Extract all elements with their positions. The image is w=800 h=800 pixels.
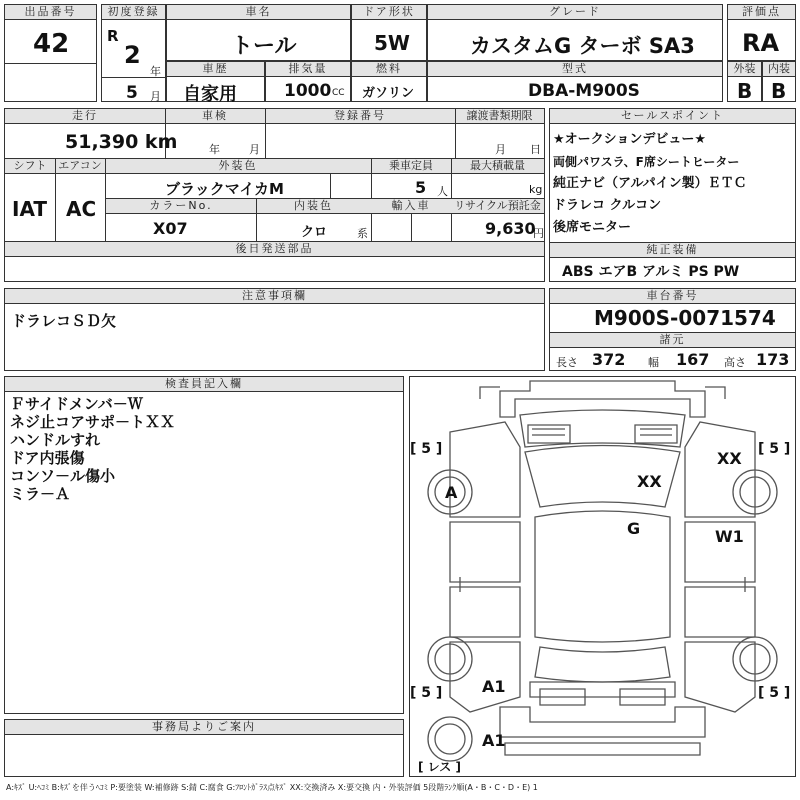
model-box [166,4,351,61]
era-label: R [107,27,119,45]
inspector-note: ネジ止コアサポ－トＸＸ [10,413,176,431]
selling-point-item: 後席モニター [553,220,632,235]
office-box [4,719,404,777]
vehicle-diagram [409,376,796,777]
score-value: RA [742,29,780,57]
first-registration-box [101,4,166,102]
selling-points-box [549,108,796,282]
spare-tire-label: [ レス ] [418,760,461,774]
interior-grade-label: 内装 [763,62,795,76]
plate-label: 登録番号 [265,109,455,123]
damage-mark-front-left-fender: A [445,483,458,502]
tire-rear-left-label: [ 5 ] [410,685,443,701]
selling-point-item: 純正ナビ（アルパイン製）ＥＴＣ [553,176,747,191]
recycle-label: リサイクル預託金 [451,199,544,213]
inspector-note: ハンドルすれ [10,431,101,449]
grade-value: カスタムG ターボ SA3 [470,34,695,58]
interior-color-value: クロ [301,225,328,240]
damage-mark-roof: G [627,519,641,538]
history-box [166,61,265,105]
inspector-label: 検査員記入欄 [5,377,403,391]
inspector-note: ミラ－Ａ [10,485,71,503]
door-box [351,4,427,61]
dimensions-label: 諸元 [550,333,795,347]
history-value: 自家用 [183,84,237,105]
tire-rear-right-label: [ 5 ] [758,685,791,701]
deferred-parts-label: 後日発送部品 [5,242,544,256]
caution-box [4,288,545,371]
selling-points-label: セールスポイント [550,109,795,123]
tire-front-right-label: [ 5 ] [758,441,791,457]
height-label: 高さ [724,356,746,369]
seats-label: 乗車定員 [371,159,451,173]
width-label: 幅 [648,356,659,369]
history-label: 車歴 [167,62,264,76]
damage-mark-windshield: XX [637,472,662,491]
caution-value: ドラレコＳＤ欠 [11,312,117,330]
displacement-label: 排気量 [266,62,350,76]
transfer-label: 譲渡書類期限 [455,109,544,123]
info-block [4,108,545,282]
inspection-month-unit: 月 [249,143,260,156]
height-value: 173 [756,350,790,369]
fuel-value: ガソリン [362,86,415,101]
inspector-note: コンソ－ル傷小 [10,467,116,485]
inspector-notes [10,395,175,503]
width-value: 167 [676,350,710,369]
month-unit: 月 [150,90,161,103]
selling-point-item: ドラレコ クルコン [553,198,662,213]
capacity-unit: kg [529,183,543,196]
exterior-label: 外装 [728,62,761,76]
type-box [427,61,723,102]
mileage-label: 走行 [5,109,165,123]
selling-point-item: ★オークションデビュー★ [553,132,707,147]
chassis-number: M900S-0071574 [594,306,776,330]
chassis-label: 車台番号 [550,289,795,303]
lot-number: 42 [33,29,70,59]
displacement-unit: CC [332,88,345,98]
selling-point-item: 両側パワスラ、F席シートヒーター [553,155,740,169]
length-value: 372 [592,350,626,369]
displacement-box [265,61,351,102]
equipment-value: ABS エアB アルミ PS PW [562,264,740,280]
grade-label: グレード [428,5,722,19]
damage-mark-front-right: XX [717,449,742,468]
score-label: 評価点 [728,5,795,19]
score-box [727,4,796,61]
mileage-value: 51,390 km [65,131,178,153]
type-label: 型式 [428,62,722,76]
fuel-label: 燃料 [352,62,426,76]
inspection-year-unit: 年 [209,143,220,156]
damage-mark-rear-left: A1 [482,677,506,696]
interior-grade: B [771,79,787,103]
ac-label: エアコン [55,159,105,173]
caution-label: 注意事項欄 [5,289,544,303]
interior-color-label: 内装色 [256,199,371,213]
exterior-grade: B [737,79,753,103]
office-label: 事務局よりご案内 [5,720,403,734]
recycle-unit: 円 [533,227,544,240]
inspector-note: Ｆサイドメンバ－Ｗ [10,395,143,413]
color-label: 外装色 [105,159,371,173]
recycle-value: 9,630 [485,219,536,238]
type-value: DBA-M900S [528,81,640,101]
inspection-label: 車検 [165,109,265,123]
door-label: ドア形状 [352,5,426,19]
ac-value: AC [66,197,97,221]
seats-value: 5 [415,178,427,197]
interior-box [762,61,796,102]
fuel-box [351,61,427,102]
exterior-box [727,61,762,102]
first-registration-label: 初度登録 [102,5,165,19]
month-value: 5 [126,83,138,103]
inspector-box [4,376,404,714]
transfer-day-unit: 日 [530,143,541,156]
seats-unit: 人 [437,185,448,198]
inspector-note: ドア内張傷 [10,449,85,467]
door-value: 5W [374,31,410,55]
legend: A:ｷｽﾞ U:ﾍｺﾐ B:ｷｽﾞを伴うﾍｺﾐ P:要塗装 W:補修跡 S:錆 C:腐食 G:ﾌﾛﾝﾄｶﾞﾗｽ点ｷｽﾞ XX:交換済み X:要交換 内・外装評価 5段階ﾗﾝｸ順(A・B・C・D・E) 1 [6,783,538,792]
year-unit: 年 [150,65,161,78]
model-name: トール [231,34,297,59]
interior-color-unit: 系 [357,227,368,240]
lot-label: 出品番号 [5,5,96,19]
capacity-label: 最大積載量 [451,159,544,173]
color-number-label: カラーNo. [106,199,256,213]
chassis-box [549,288,796,371]
transfer-month-unit: 月 [495,143,506,156]
shift-label: シフト [5,159,55,173]
lot-box [4,4,97,102]
damage-mark-right-door: W1 [715,527,744,546]
color-value: ブラックマイカM [165,180,284,198]
selling-points-list [553,129,747,239]
displacement-value: 1000 [284,81,332,101]
import-label: 輸入車 [371,199,451,213]
tire-front-left-label: [ 5 ] [410,441,443,457]
grade-box [427,4,723,61]
year-value: 2 [124,41,141,69]
damage-mark-rear-bumper: A1 [482,731,506,750]
shift-value: IAT [12,197,48,221]
color-number-value: X07 [153,219,188,238]
equipment-label: 純正装備 [550,243,795,257]
length-label: 長さ [556,356,578,369]
model-label: 車名 [167,5,350,19]
